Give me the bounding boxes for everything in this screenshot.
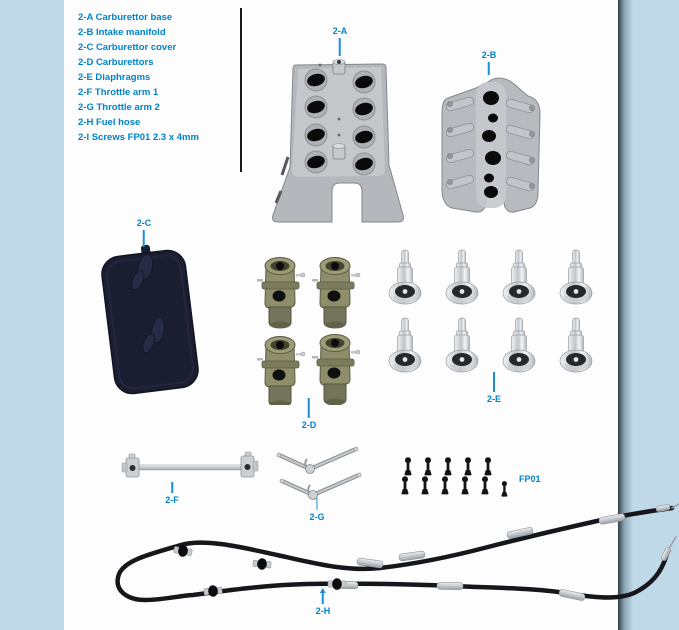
callout-fuel-hose [316, 588, 331, 616]
throttle-arm-1-photo [120, 450, 260, 484]
leader-line [143, 230, 145, 247]
callout-label: 2-F [165, 495, 179, 505]
callout-carburettors [302, 396, 317, 430]
diaphragms-photo [388, 248, 593, 378]
intake-manifold-photo [436, 74, 546, 216]
throttle-arm-2-drawing [276, 442, 366, 504]
leader-line [339, 38, 341, 56]
callout-carburettor-base [333, 26, 348, 58]
hose-path [118, 508, 672, 600]
throttle-arm-1-drawing [120, 450, 260, 484]
leader-line [493, 372, 495, 392]
callout-label: 2-G [309, 512, 325, 522]
carburettor-base-photo [268, 57, 408, 225]
callout-label: 2-D [301, 420, 317, 430]
callout-diaphragms [487, 370, 501, 404]
list-divider-line [240, 8, 242, 172]
parts-list-item: 2-D Carburettors [78, 57, 154, 68]
parts-list-item: 2-F Throttle arm 1 [78, 87, 159, 98]
carburettor-cover-drawing [94, 243, 206, 401]
fuel-hose-photo [105, 498, 679, 616]
intake-manifold-drawing [436, 74, 546, 216]
carburettor-base-drawing [268, 57, 408, 225]
diaphragms-drawing [388, 248, 593, 378]
parts-list-item: 2-G Throttle arm 2 [78, 102, 160, 113]
leader-line [171, 482, 173, 493]
leader-line [488, 62, 490, 75]
parts-list-item: 2-I Screws FP01 2.3 x 4mm [78, 132, 199, 143]
parts-list-item: 2-H Fuel hose [78, 117, 141, 128]
screw-bag-label: FP01 [519, 474, 541, 484]
carburettors-drawing [256, 250, 361, 405]
callout-label: 2-C [136, 218, 152, 228]
parts-list-item: 2-E Diaphragms [78, 72, 151, 83]
callout-intake-manifold [482, 50, 497, 77]
carburettor-cover-photo [94, 243, 206, 401]
callout-label: 2-B [481, 50, 497, 60]
throttle-arm-2-photo [276, 442, 366, 504]
parts-list [78, 10, 199, 145]
leader-line [322, 593, 324, 604]
callout-carburettor-cover [137, 218, 152, 249]
parts-list-item: 2-B Intake manifold [78, 27, 166, 38]
parts-list-item: 2-C Carburettor cover [78, 42, 177, 53]
carburettors-photo [256, 250, 361, 405]
parts-list-item: 2-A Carburettor base [78, 12, 173, 23]
callout-label: 2-E [486, 394, 502, 404]
callout-label: 2-A [332, 26, 348, 36]
leader-line [308, 398, 310, 418]
callout-label: 2-H [315, 606, 331, 616]
fuel-hose-drawing [105, 498, 679, 616]
